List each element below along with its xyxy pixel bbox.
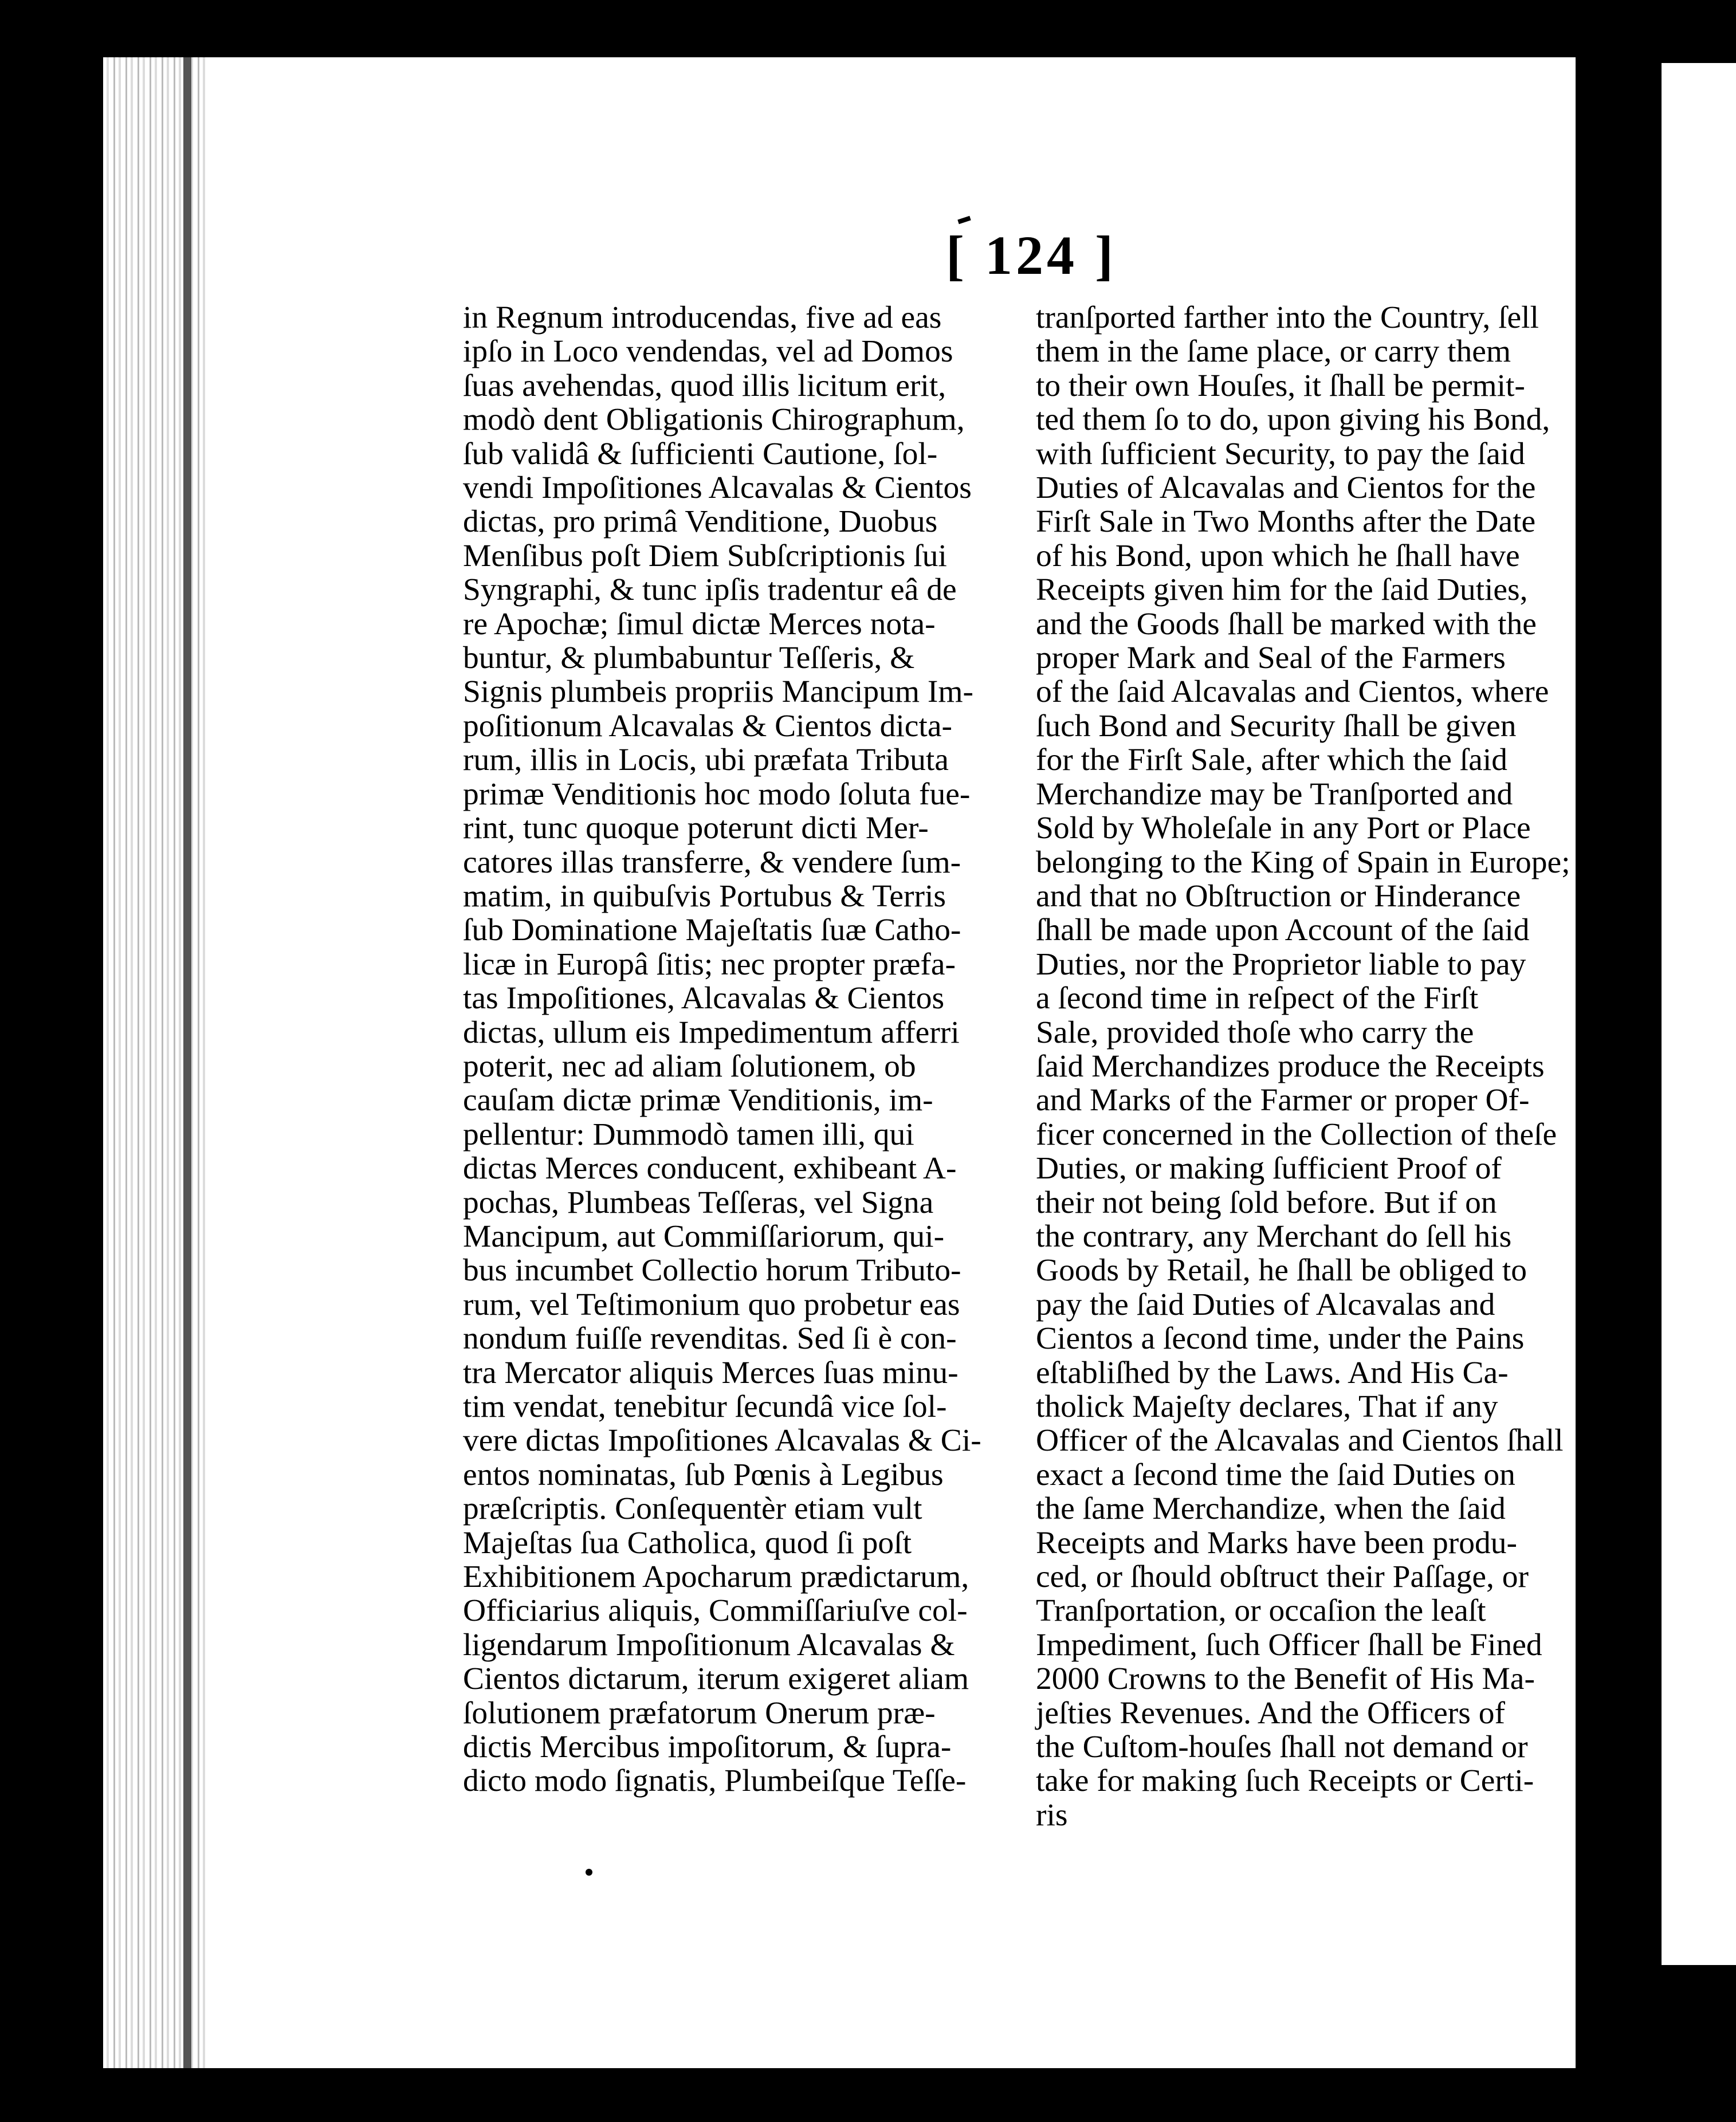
- facing-page-edge: [1662, 63, 1736, 1965]
- right-column-english-text: tranſported farther into the Country, ſell them in the ſame place, or carry them to their own Houſes, it ſhall be permit- ted them ſo to do, upon giving his Bond, with ſufficient Security, to pay the ſaid Duties of Alcavalas and Cientos for the Firſt Sale in Two Months after the Date of his Bond, upon which he ſhall have Receipts given him for the ſaid Duties, and the Goods ſhall be marked with the proper Mark and Seal of the Farmers of the ſaid Alcavalas and Cientos, where ſuch Bond and Security ſhall be given for the Firſt Sale, after which the ſaid Merchandize may be Tranſported and Sold by Wholeſale in any Port or Place belonging to the King of Spain in Europe; and that no Obſtruction or Hinderance ſhall be made upon Account of the ſaid Duties, nor the Proprietor liable to pay a ſecond time in reſpect of the Firſt Sale, provided thoſe who carry the ſaid Merchandizes produce the Receipts and Marks of the Farmer or proper Of- ficer concerned in the Collection of theſe Duties, or making ſufficient Proof of their not being ſold before. But if on the contrary, any Merchant do ſell his Goods by Retail, he ſhall be obliged to pay the ſaid Duties of Alcavalas and Cientos a ſecond time, under the Pains eſtabliſhed by the Laws. And His Ca- tholick Majeſty declares, That if any Officer of the Alcavalas and Cientos ſhall exact a ſecond time the ſaid Duties on the ſame Merchandize, when the ſaid Receipts and Marks have been produ- ced, or ſhould obſtruct their Paſſage, or Tranſportation, or occaſion the leaſt Impediment, ſuch Officer ſhall be Fined 2000 Crowns to the Benefit of His Ma- jeſties Revenues. And the Officers of the Cuſtom-houſes ſhall not demand or take for making ſuch Receipts or Certi- ris: [1036, 300, 1570, 1833]
- page-number-header: [ 124 ]: [946, 225, 1117, 286]
- ink-dot: [586, 1869, 592, 1876]
- page-edge: [103, 57, 206, 2068]
- left-column-latin-text: in Regnum introducendas, five ad eas ipſo in Loco vendendas, vel ad Domos ſuas avehendas, quod illis licitum erit, modò dent Obligationis Chirographum, ſub validâ & ſufficienti Cautione, ſol- vendi Impoſitiones Alcavalas & Cientos dictas, pro primâ Venditione, Duobus Menſibus poſt Diem Subſcriptionis ſui Syngraphi, & tunc ipſis tradentur eâ de re Apochæ; ſimul dictæ Merces nota- buntur, & plumbabuntur Teſſeris, & Signis plumbeis propriis Mancipum Im- poſitionum Alcavalas & Cientos dicta- rum, illis in Locis, ubi præfata Tributa primæ Venditionis hoc modo ſoluta fue- rint, tunc quoque poterunt dicti Mer- catores illas transferre, & vendere ſum- matim, in quibuſvis Portubus & Terris ſub Dominatione Majeſtatis ſuæ Catho- licæ in Europâ ſitis; nec propter præfa- tas Impoſitiones, Alcavalas & Cientos dictas, ullum eis Impedimentum afferri poterit, nec ad aliam ſolutionem, ob cauſam dictæ primæ Venditionis, im- pellentur: Dummodò tamen illi, qui dictas Merces conducent, exhibeant A- pochas, Plumbeas Teſſeras, vel Signa Mancipum, aut Commiſſariorum, qui- bus incumbet Collectio horum Tributo- rum, vel Teſtimonium quo probetur eas nondum fuiſſe revenditas. Sed ſi è con- tra Mercator aliquis Merces ſuas minu- tim vendat, tenebitur ſecundâ vice ſol- vere dictas Impoſitiones Alcavalas & Ci- entos nominatas, ſub Pœnis à Legibus præſcriptis. Conſequentèr etiam vult Majeſtas ſua Catholica, quod ſi poſt Exhibitionem Apocharum prædictarum, Officiarius aliquis, Commiſſariuſve col- ligendarum Impoſitionum Alcavalas & Cientos dictarum, iterum exigeret aliam ſolutionem præfatorum Onerum præ- dictis Mercibus impoſitorum, & ſupra- dicto modo ſignatis, Plumbeiſque Teſſe-: [463, 300, 981, 1799]
